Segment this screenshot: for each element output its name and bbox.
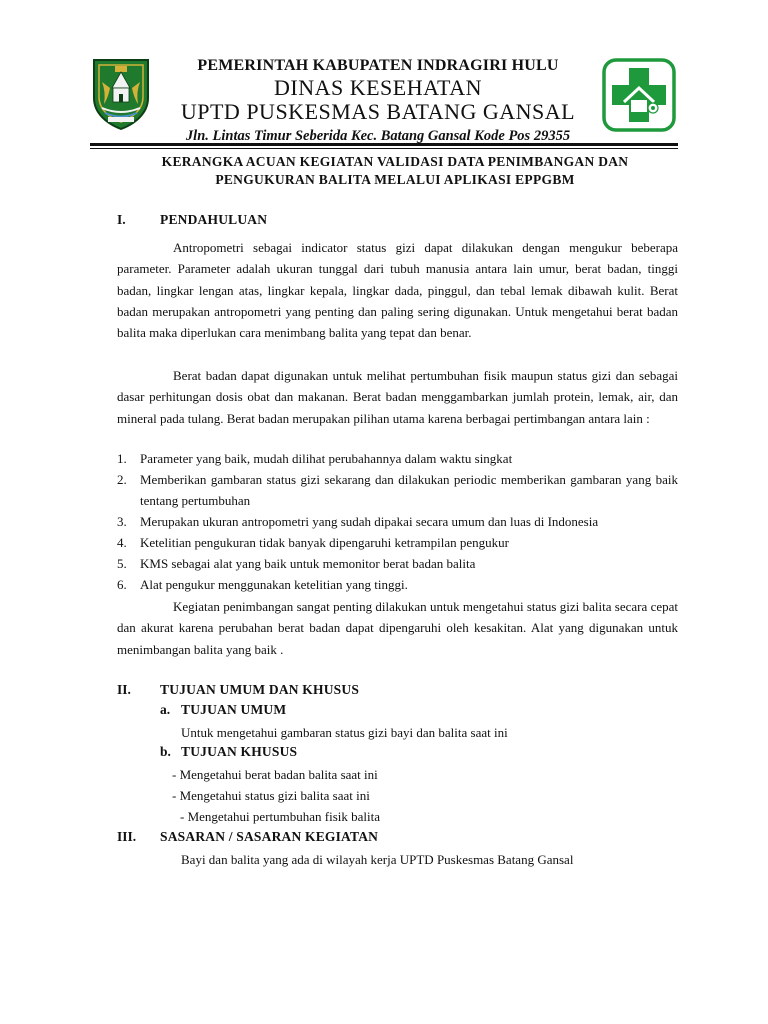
document-title — [110, 153, 680, 189]
section-3-number: III. — [117, 829, 137, 844]
government-name: PEMERINTAH KABUPATEN INDRAGIRI HULU — [197, 57, 559, 74]
section-1-paragraph-3 — [117, 596, 678, 660]
list-number: 5. — [117, 556, 127, 571]
list-number: 6. — [117, 577, 127, 592]
section-1-number: I. — [117, 212, 126, 227]
section-1-paragraph-2 — [117, 365, 678, 429]
letterhead — [160, 56, 596, 147]
puskesmas-green-cross-icon — [602, 58, 676, 132]
title-line-2: PENGUKURAN BALITA MELALUI APLIKASI EPPGBM — [215, 172, 575, 187]
section-3-text: Bayi dan balita yang ada di wilayah kerja UPTD Puskesmas Batang Gansal — [181, 852, 574, 867]
paragraph-2-text: Berat badan dapat digunakan untuk melihat pertumbuhan fisik maupun status gizi dan sebagai dasar perhitungan dosis obat dan makanan. Berat badan menggambarkan jumlah protein, lemak, air, dan mineral pada tulang. Berat badan merupakan pilihan utama karena berbagai pertimbangan antara lain : — [117, 368, 678, 426]
subsection-a-heading: TUJUAN UMUM — [181, 702, 287, 717]
section-2-number: II. — [117, 682, 131, 697]
letterhead-rule-thick — [90, 143, 678, 146]
title-line-1: KERANGKA ACUAN KEGIATAN VALIDASI DATA PENIMBANGAN DAN — [161, 154, 629, 169]
subsection-a-letter: a. — [160, 702, 171, 717]
list-item: KMS sebagai alat yang baik untuk memonitor berat badan balita — [140, 556, 476, 571]
section-2-heading: TUJUAN UMUM DAN KHUSUS — [160, 682, 360, 697]
section-3-heading: SASARAN / SASARAN KEGIATAN — [160, 829, 379, 844]
list-item: Alat pengukur menggunakan ketelitian yang tinggi. — [140, 577, 408, 592]
agency-name: DINAS KESEHATAN — [273, 75, 482, 100]
institution-name: UPTD PUSKESMAS BATANG GANSAL — [180, 99, 576, 124]
regency-coat-of-arms-icon — [90, 58, 152, 130]
list-number: 3. — [117, 514, 127, 529]
objective-item: - Mengetahui status gizi balita saat ini — [172, 788, 370, 803]
subsection-b-letter: b. — [160, 744, 171, 759]
section-1-heading: PENDAHULUAN — [160, 212, 268, 227]
section-1-paragraph-1 — [117, 237, 678, 343]
list-item: Memberikan gambaran status gizi sekarang dan dilakukan periodic memberikan gambaran yang baik tentang pertumbuhan — [140, 472, 678, 508]
list-item: Ketelitian pengukuran tidak banyak dipengaruhi ketrampilan pengukur — [140, 535, 509, 550]
objective-item: - Mengetahui pertumbuhan fisik balita — [180, 809, 381, 824]
institution-address: Jln. Lintas Timur Seberida Kec. Batang Gansal Kode Pos 29355 — [185, 128, 571, 144]
subsection-a-text: Untuk mengetahui gambaran status gizi bayi dan balita saat ini — [181, 725, 508, 740]
list-number: 2. — [117, 472, 127, 487]
list-number: 4. — [117, 535, 127, 550]
list-item: Merupakan ukuran antropometri yang sudah dipakai secara umum dan luas di Indonesia — [140, 514, 599, 529]
paragraph-3-text: Kegiatan penimbangan sangat penting dilakukan untuk mengetahui status gizi balita secara cepat dan akurat karena perubahan berat badan dapat dipengaruhi oleh kesakitan. Alat yang digunakan untuk menimbangan balita yang baik . — [117, 599, 678, 657]
list-item: Parameter yang baik, mudah dilihat perubahannya dalam waktu singkat — [140, 451, 513, 466]
paragraph-1-text: Antropometri sebagai indicator status gizi dapat dilakukan dengan mengukur beberapa parameter. Parameter adalah ukuran tunggal dari tubuh manusia antara lain umur, berat badan, tinggi badan, lingkar lengan atas, lingkar kepala, lingkar dada, pinggul, dan tebal lemak dibawah kulit. Berat badan merupakan antropometri yang penting dan paling sering digunakan. Untuk mengetahui berat badan balita maka diperlukan cara menimbang balita yang tepat dan benar. — [117, 240, 678, 341]
objective-item: - Mengetahui berat badan balita saat ini — [172, 767, 378, 782]
letterhead-rule-thin — [90, 148, 678, 149]
subsection-b-heading: TUJUAN KHUSUS — [181, 744, 298, 759]
list-number: 1. — [117, 451, 127, 466]
